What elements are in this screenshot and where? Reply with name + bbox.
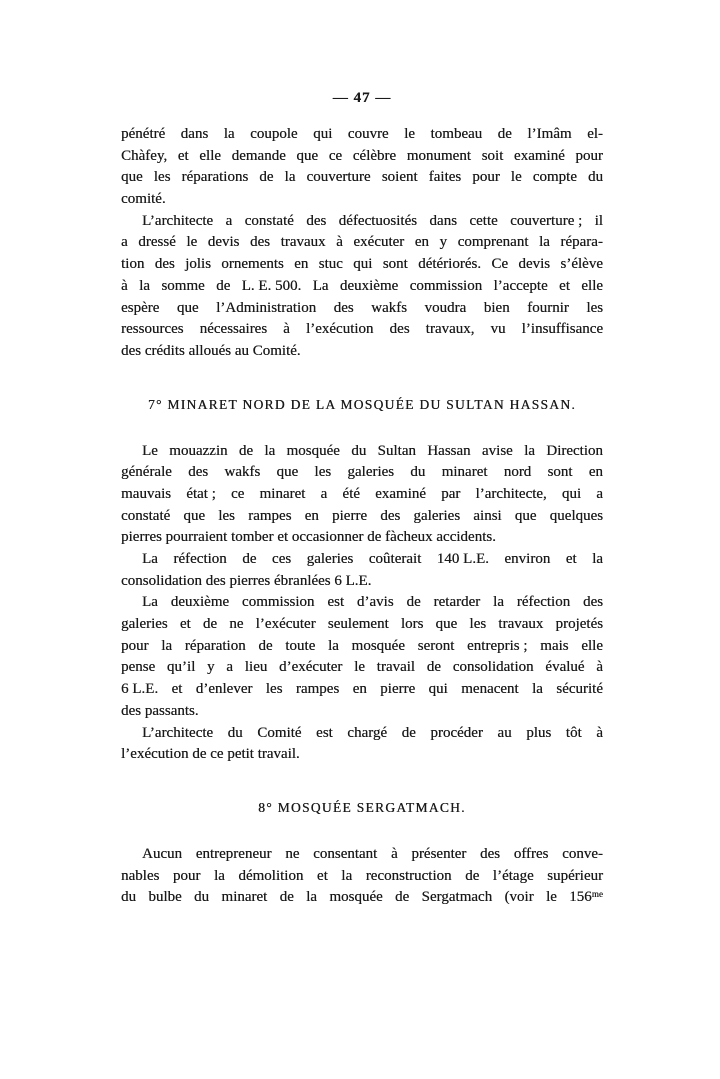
- word: à: [596, 724, 603, 741]
- word: l’étage: [492, 867, 534, 884]
- word: en: [588, 464, 603, 481]
- word: en: [352, 681, 367, 698]
- word: deuxième: [339, 277, 399, 294]
- word: devis: [518, 256, 551, 273]
- word: défectuosités: [338, 212, 417, 229]
- text-line: pierres pourraient tomber et occasionner de fàcheux accidents.: [121, 529, 496, 546]
- word: constaté: [121, 507, 171, 524]
- word: le: [510, 169, 522, 186]
- word: de: [238, 442, 253, 459]
- word: pense: [121, 659, 156, 676]
- word: a: [121, 234, 128, 251]
- word: réparation: [184, 637, 246, 654]
- word: que: [121, 169, 143, 186]
- text-line: [121, 441, 603, 463]
- word: soit: [481, 147, 504, 164]
- word: célèbre: [352, 147, 397, 164]
- word: réfection: [516, 594, 571, 611]
- word: démolition: [238, 867, 304, 884]
- word: de: [497, 126, 512, 142]
- word: des: [188, 464, 209, 481]
- word: cette: [469, 212, 498, 229]
- word: plus: [526, 724, 552, 741]
- text-line: [121, 887, 603, 909]
- word: environ: [504, 551, 551, 567]
- word: minaret: [221, 889, 268, 906]
- word: générale: [121, 464, 172, 481]
- word: nécessaires: [199, 321, 268, 338]
- text-line: [121, 276, 603, 298]
- text-line: [121, 484, 603, 506]
- word: ne: [285, 845, 300, 862]
- word: reconstruction: [365, 867, 452, 884]
- word: Chàfey,: [121, 147, 168, 164]
- word: la: [538, 234, 550, 251]
- word: ainsi: [473, 507, 502, 524]
- word: La: [312, 277, 329, 294]
- word: Le: [142, 442, 158, 459]
- word: la: [327, 637, 339, 654]
- word: monument: [406, 147, 471, 164]
- word: l’Administration: [216, 299, 317, 316]
- word: projetés: [555, 616, 603, 633]
- word: minaret: [259, 485, 306, 502]
- word: de: [406, 594, 421, 611]
- word: les: [265, 681, 283, 698]
- word: nord: [503, 464, 532, 481]
- word: que: [176, 299, 199, 316]
- word: tôt: [565, 724, 582, 741]
- text-line: [121, 211, 603, 233]
- text-line: [121, 298, 603, 320]
- word: bien: [483, 299, 510, 316]
- word: qui: [428, 681, 448, 698]
- word: la: [223, 126, 235, 142]
- word: devis: [207, 234, 240, 251]
- word: mais: [540, 637, 569, 654]
- word: des: [154, 256, 175, 273]
- word: travaux: [498, 616, 544, 633]
- word: ce: [328, 147, 343, 164]
- word: chargé: [347, 724, 387, 741]
- word: avise: [481, 442, 513, 459]
- word: 156ᵐᵉ: [569, 889, 603, 906]
- word: d’enlever: [195, 681, 253, 698]
- text-line: consolidation des pierres ébranlées 6 L.E.: [121, 572, 372, 589]
- word: faites: [428, 169, 462, 186]
- text-line: [121, 146, 603, 168]
- word: vu: [490, 321, 506, 338]
- word: des: [333, 299, 354, 316]
- word: les: [153, 169, 171, 186]
- word: la: [532, 681, 543, 698]
- text-line: l’exécution de ce petit travail.: [121, 746, 300, 763]
- word: coûterait: [368, 551, 422, 567]
- word: consolidation: [452, 659, 534, 676]
- word: seront: [417, 637, 455, 654]
- word: le: [186, 234, 198, 251]
- word: la: [592, 551, 603, 567]
- word: y: [207, 659, 215, 676]
- word: galeries: [306, 551, 354, 567]
- word: nables: [121, 867, 160, 884]
- word: conve-: [562, 845, 603, 862]
- word: L’architecte: [142, 724, 214, 741]
- word: retarder: [433, 594, 481, 611]
- word: le: [354, 659, 365, 676]
- word: d’avis: [356, 594, 394, 611]
- word: au: [497, 724, 512, 741]
- word: l’architecte,: [475, 485, 547, 502]
- word: entrepreneur: [195, 845, 272, 862]
- word: consentant: [313, 845, 378, 862]
- word: et: [559, 277, 570, 294]
- word: à: [336, 234, 343, 251]
- word: en: [414, 234, 429, 251]
- word: que: [514, 507, 537, 524]
- word: 6 L.E.: [121, 681, 159, 698]
- word: à: [283, 321, 290, 338]
- text-line: [121, 614, 603, 636]
- word: offres: [513, 845, 549, 862]
- word: du: [227, 724, 243, 741]
- word: commission: [409, 277, 483, 294]
- word: la: [161, 637, 173, 654]
- word: qui: [353, 256, 373, 273]
- word: la: [493, 594, 504, 611]
- word: elle: [581, 637, 603, 654]
- word: la: [284, 169, 296, 186]
- word: des: [380, 507, 401, 524]
- word: ces: [271, 551, 292, 567]
- word: la: [139, 277, 150, 294]
- word: supérieur: [547, 867, 603, 884]
- word: du: [587, 169, 603, 186]
- text-line: des crédits alloués au Comité.: [121, 342, 301, 359]
- word: il: [594, 212, 603, 229]
- word: mosquée: [329, 889, 383, 906]
- word: commission: [241, 594, 315, 611]
- text-line: [121, 232, 603, 254]
- word: rampes: [295, 681, 340, 698]
- word: en: [304, 507, 319, 524]
- word: bulbe: [148, 889, 182, 906]
- word: dans: [180, 126, 209, 142]
- word: examiné: [375, 485, 426, 502]
- word: la: [524, 442, 535, 459]
- word: soient: [381, 169, 418, 186]
- word: a: [596, 485, 603, 502]
- text-line: [121, 167, 603, 189]
- word: les: [218, 507, 235, 524]
- word: qui: [313, 126, 333, 142]
- word: et: [316, 867, 328, 884]
- word: de: [395, 889, 410, 906]
- word: ornements: [221, 256, 284, 273]
- word: de: [401, 724, 416, 741]
- word: 140 L.E.: [436, 551, 489, 567]
- word: mouazzin: [169, 442, 228, 459]
- word: compte: [532, 169, 577, 186]
- word: galeries: [347, 464, 395, 481]
- word: l’accepte: [493, 277, 548, 294]
- text-line: [121, 657, 603, 679]
- word: que: [435, 616, 458, 633]
- word: seulement: [327, 616, 389, 633]
- word: La: [142, 551, 158, 567]
- word: à: [121, 277, 128, 294]
- word: de: [242, 551, 257, 567]
- word: d’exécuter: [279, 659, 343, 676]
- word: est: [327, 594, 344, 611]
- word: de: [258, 637, 273, 654]
- word: en: [294, 256, 309, 273]
- word: L’architecte: [142, 212, 214, 229]
- word: Sultan: [377, 442, 416, 459]
- word: qui: [561, 485, 582, 502]
- word: Hassan: [427, 442, 471, 459]
- word: des: [249, 234, 270, 251]
- word: a: [320, 485, 328, 502]
- text-column: [121, 124, 603, 909]
- word: entrepris ;: [467, 637, 528, 654]
- word: de: [216, 277, 231, 294]
- word: de: [259, 169, 274, 186]
- text-line: [121, 506, 603, 528]
- word: pour: [172, 867, 201, 884]
- word: La: [142, 594, 158, 611]
- word: s’élève: [560, 256, 603, 273]
- word: couverture: [306, 169, 371, 186]
- word: lors: [400, 616, 424, 633]
- word: toute: [285, 637, 316, 654]
- word: mauvais: [121, 485, 171, 502]
- word: comprenant: [457, 234, 529, 251]
- word: y: [439, 234, 447, 251]
- word: voudra: [424, 299, 467, 316]
- word: galeries: [413, 507, 461, 524]
- word: L. E. 500.: [241, 277, 302, 294]
- text-line: [121, 592, 603, 614]
- text-line: [121, 462, 603, 484]
- word: présenter: [411, 845, 467, 862]
- word: demande: [231, 147, 286, 164]
- word: que: [183, 507, 206, 524]
- word: constaté: [244, 212, 294, 229]
- word: a: [225, 212, 233, 229]
- word: des: [389, 321, 410, 338]
- word: ressources: [121, 321, 184, 338]
- word: galeries: [121, 616, 168, 633]
- word: jolis: [185, 256, 211, 273]
- word: dressé: [138, 234, 176, 251]
- word: Direction: [546, 442, 603, 459]
- word: de: [202, 616, 218, 633]
- word: couvre: [347, 126, 389, 142]
- word: la: [341, 867, 353, 884]
- word: somme: [161, 277, 205, 294]
- text-line: [121, 124, 603, 146]
- word: évalué: [545, 659, 585, 676]
- word: la: [213, 867, 225, 884]
- word: ne: [229, 616, 244, 633]
- word: répara-: [560, 234, 603, 251]
- word: détériorés.: [418, 256, 481, 273]
- word: sécurité: [556, 681, 603, 698]
- word: que: [276, 464, 299, 481]
- word: menacent: [461, 681, 519, 698]
- word: du: [351, 442, 367, 459]
- word: (voir: [504, 889, 534, 906]
- word: pour: [575, 147, 603, 164]
- word: du: [194, 889, 210, 906]
- word: et: [179, 616, 191, 633]
- word: Aucun: [142, 845, 182, 862]
- word: l’insuffisance: [521, 321, 603, 338]
- word: état ;: [186, 485, 216, 502]
- word: pierre: [332, 507, 367, 524]
- word: dans: [429, 212, 457, 229]
- word: de: [279, 889, 294, 906]
- word: que: [296, 147, 319, 164]
- word: l’Imâm: [527, 126, 572, 142]
- word: travaux,: [425, 321, 475, 338]
- section-heading: 7° MINARET NORD DE LA MOSQUÉE DU SULTAN HASSAN.: [147, 396, 577, 412]
- word: ce: [230, 485, 245, 502]
- word: à: [390, 845, 398, 862]
- word: les: [314, 464, 332, 481]
- word: la: [264, 442, 276, 459]
- word: espère: [121, 299, 160, 316]
- word: travail: [376, 659, 415, 676]
- word: Comité: [257, 724, 302, 741]
- word: par: [441, 485, 461, 502]
- text-line: [121, 679, 603, 701]
- word: qu’il: [166, 659, 196, 676]
- text-line: [121, 636, 603, 658]
- word: deuxième: [170, 594, 230, 611]
- word: wakfs: [371, 299, 407, 316]
- text-line: comité.: [121, 191, 166, 208]
- word: et: [177, 147, 189, 164]
- word: tion: [121, 256, 145, 273]
- word: réparations: [181, 169, 249, 186]
- section-heading: 8° MOSQUÉE SERGATMACH.: [258, 799, 466, 815]
- word: wakfs: [224, 464, 261, 481]
- word: le: [404, 126, 415, 142]
- word: du: [410, 464, 426, 481]
- word: Ce: [491, 256, 508, 273]
- text-line: [121, 549, 603, 571]
- word: le: [545, 889, 557, 906]
- word: elle: [581, 277, 603, 294]
- word: des: [306, 212, 327, 229]
- word: procéder: [430, 724, 483, 741]
- text-line: [121, 723, 603, 745]
- word: fournir: [527, 299, 569, 316]
- word: sont: [547, 464, 573, 481]
- word: des: [582, 594, 603, 611]
- text-line: [121, 319, 603, 341]
- word: la: [306, 889, 317, 906]
- word: les: [586, 299, 603, 316]
- word: pour: [472, 169, 500, 186]
- word: l’exécuter: [255, 616, 316, 633]
- text-line: [121, 866, 603, 888]
- word: lieu: [244, 659, 268, 676]
- text-line: des passants.: [121, 702, 199, 719]
- word: minaret: [441, 464, 488, 481]
- word: examiné: [513, 147, 565, 164]
- word: et: [565, 551, 577, 567]
- word: de: [426, 659, 441, 676]
- text-line: [121, 254, 603, 276]
- word: rampes: [248, 507, 292, 524]
- word: sont: [382, 256, 408, 273]
- word: a: [226, 659, 233, 676]
- word: les: [469, 616, 487, 633]
- word: et: [171, 681, 183, 698]
- word: elle: [199, 147, 221, 164]
- word: el-: [587, 126, 603, 142]
- text-line: [121, 844, 603, 866]
- word: pénétré: [121, 126, 166, 142]
- word: pierre: [380, 681, 416, 698]
- word: exécuter: [353, 234, 405, 251]
- word: est: [316, 724, 333, 741]
- word: stuc: [318, 256, 343, 273]
- page-number: — 47 —: [332, 90, 392, 106]
- word: à: [596, 659, 603, 676]
- word: de: [465, 867, 480, 884]
- word: réfection: [173, 551, 227, 567]
- word: travaux: [280, 234, 326, 251]
- word: Sergatmach: [421, 889, 493, 906]
- word: quelques: [549, 507, 603, 524]
- word: tombeau: [430, 126, 483, 142]
- word: couverture ;: [510, 212, 583, 229]
- word: pour: [121, 637, 149, 654]
- word: mosquée: [286, 442, 340, 459]
- word: du: [121, 889, 136, 906]
- word: mosquée: [351, 637, 405, 654]
- word: été: [342, 485, 360, 502]
- word: coupole: [250, 126, 298, 142]
- word: des: [479, 845, 500, 862]
- word: l’exécution: [305, 321, 374, 338]
